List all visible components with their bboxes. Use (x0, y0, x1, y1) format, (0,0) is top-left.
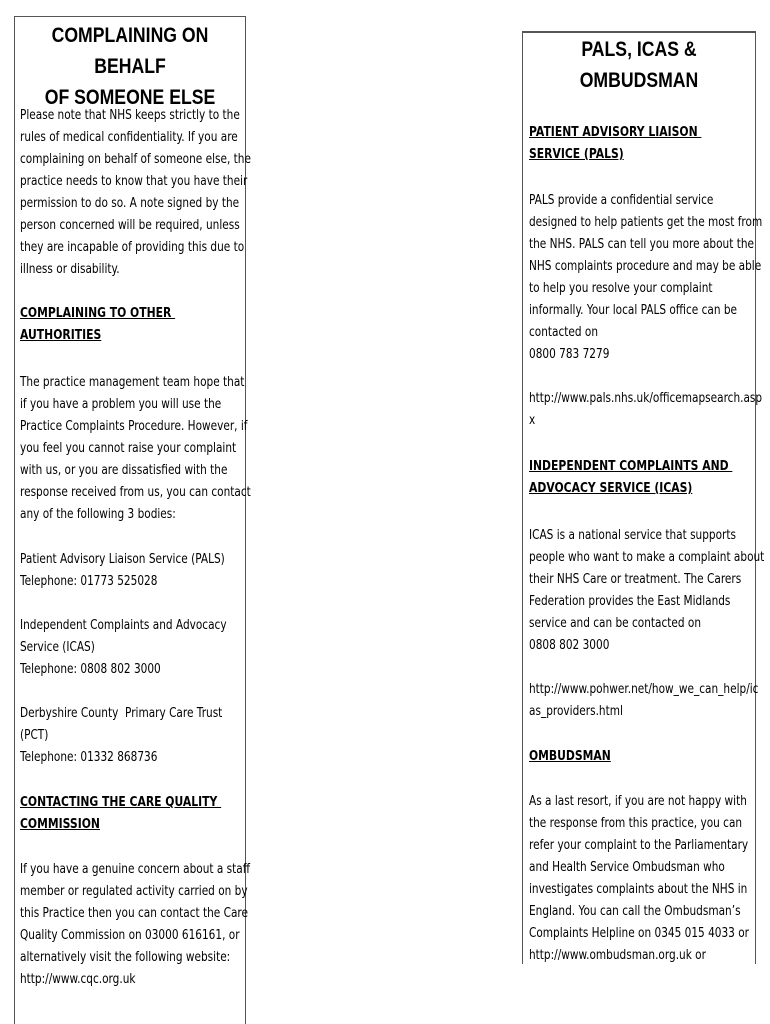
other-authorities-paragraph: The practice management team hope that if you have a problem you will use the Practice Complaints Procedure. However, if you feel you cannot raise your complaint with us, or you are dissatisfied with the response received from us, you can contact any of the following 3 bodies: (20, 374, 251, 522)
ombudsman-heading: OMBUDSMAN (529, 748, 611, 764)
confidentiality-paragraph: Please note that NHS keeps strictly to the rules of medical confidentiality. If you are complaining on behalf of someone else, the practice needs to know that you have their permission to do so. A note signed by the person concerned will be required, unless they are incapable of providing this due to illness or disability. (20, 107, 251, 277)
cqc-heading: CONTACTING THE CARE QUALITY COMMISSION (20, 794, 218, 832)
icas-website-link[interactable]: http://www.pohwer.net/how_we_can_help/ic as_providers.html (529, 681, 759, 719)
icas-paragraph: ICAS is a national service that supports people who want to make a complaint about their NHS Care or treatment. The Carers Federation provides the East Midlands service and can be contacted on 0808 802 3000 (529, 527, 765, 653)
pals-contact-block: Patient Advisory Liaison Service (PALS) Telephone: 01773 525028 (20, 551, 225, 589)
right-panel-title: PALS, ICAS & OMBUDSMAN (579, 38, 699, 92)
pct-contact-block: Derbyshire County Primary Care Trust (PCT) Telephone: 01332 868736 (20, 705, 223, 765)
left-leaflet-panel (14, 16, 251, 1024)
right-leaflet-panel (522, 31, 765, 964)
icas-contact-block: Independent Complaints and Advocacy Service (ICAS) Telephone: 0808 802 3000 (20, 617, 227, 677)
pals-website-link[interactable]: http://www.pals.nhs.uk/officemapsearch.asp x (529, 390, 763, 428)
icas-heading: INDEPENDENT COMPLAINTS AND ADVOCACY SERVICE (ICAS) (529, 458, 729, 496)
other-authorities-heading: COMPLAINING TO OTHER AUTHORITIES (20, 305, 172, 343)
ombudsman-paragraph: As a last resort, if you are not happy with the response from this practice, you can refer your complaint to the Parliamentary and Health Service Ombudsman who investigates complaints about the NHS in England. You can call the Ombudsman’s Complaints Helpline on 0345 015 4033 or http://www.ombudsman.org.uk or (529, 793, 750, 963)
pals-heading: PATIENT ADVISORY LIAISON SERVICE (PALS) (529, 124, 698, 162)
cqc-paragraph: If you have a genuine concern about a staff member or regulated activity carried on by this Practice then you can contact the Care Quality Commission on 03000 616161, or alternatively visit the following website: http://www.cqc.org.uk (20, 861, 250, 987)
left-panel-title: COMPLAINING ON BEHALF OF SOMEONE ELSE (44, 24, 216, 109)
pals-paragraph: PALS provide a confidential service designed to help patients get the most from the NHS. PALS can tell you more about the NHS complaints procedure and may be able to help you resolve your complaint informally. Your local PALS office can be contacted on 0800 783 7279 (529, 192, 763, 362)
